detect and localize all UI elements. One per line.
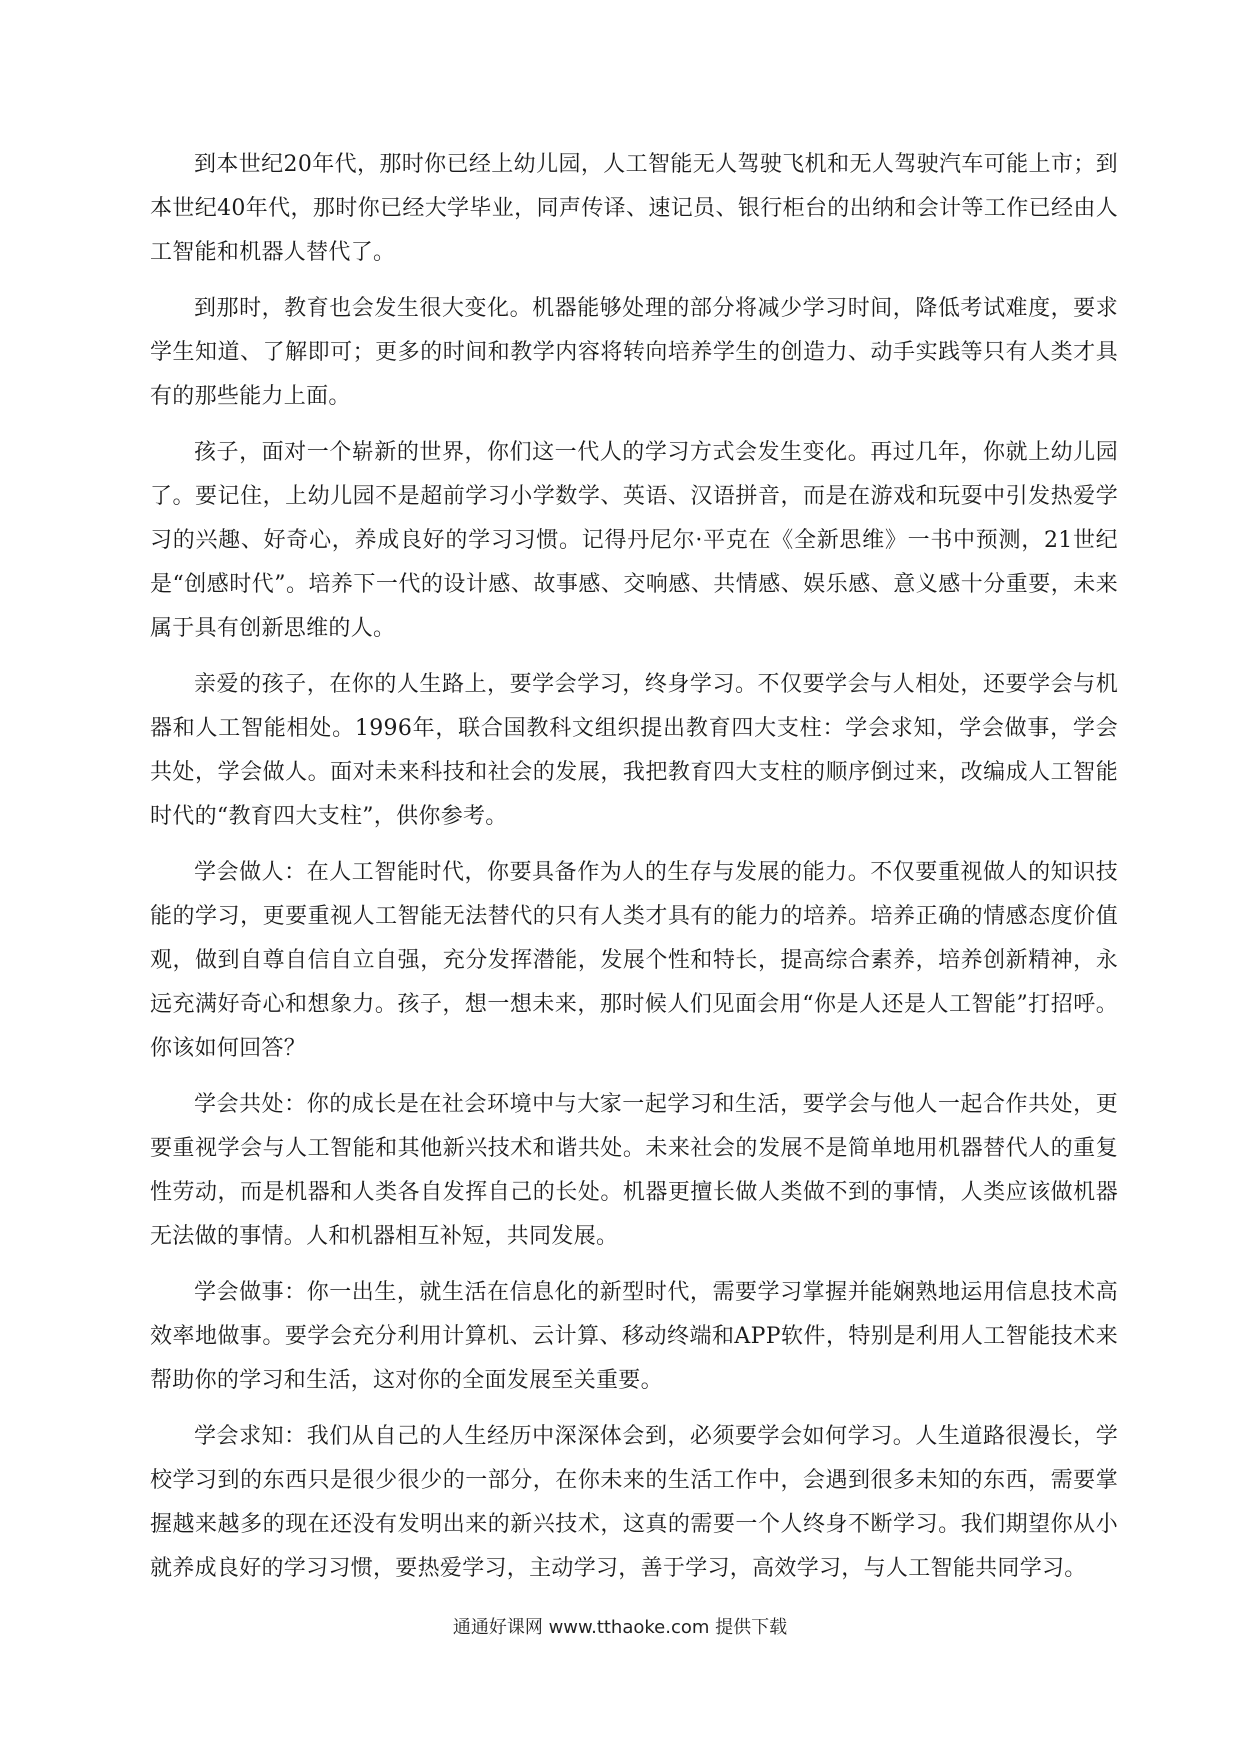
document-body [150,143,1118,1603]
paragraph-7: 学会做事：你一出生，就生活在信息化的新型时代，需要学习掌握并能娴熟地运用信息技术高效率地做事。要学会充分利用计算机、云计算、移动终端和APP软件，特别是利用人工智能技术来帮助你的学习和生活，这对你的全面发展至关重要。 [150,1280,1118,1393]
paragraph-4: 亲爱的孩子，在你的人生路上，要学会学习，终身学习。不仅要学会与人相处，还要学会与机器和人工智能相处。1996年，联合国教科文组织提出教育四大支柱：学会求知，学会做事，学会共处，学会做人。面对未来科技和社会的发展，我把教育四大支柱的顺序倒过来，改编成人工智能时代的“教育四大支柱”，供你参考。 [150,672,1118,829]
paragraph-5: 学会做人：在人工智能时代，你要具备作为人的生存与发展的能力。不仅要重视做人的知识技能的学习，更要重视人工智能无法替代的只有人类才具有的能力的培养。培养正确的情感态度价值观，做到自尊自信自立自强，充分发挥潜能，发展个性和特长，提高综合素养，培养创新精神，永远充满好奇心和想象力。孩子，想一想未来，那时候人们见面会用“你是人还是人工智能”打招呼。你该如何回答？ [150,860,1118,1061]
paragraph-3: 孩子，面对一个崭新的世界，你们这一代人的学习方式会发生变化。再过几年，你就上幼儿园了。要记住，上幼儿园不是超前学习小学数学、英语、汉语拼音，而是在游戏和玩耍中引发热爱学习的兴趣、好奇心，养成良好的学习习惯。记得丹尼尔·平克在《全新思维》一书中预测，21世纪是“创感时代”。培养下一代的设计感、故事感、交响感、共情感、娱乐感、意义感十分重要，未来属于具有创新思维的人。 [150,440,1118,641]
paragraph-1: 到本世纪20年代，那时你已经上幼儿园，人工智能无人驾驶飞机和无人驾驶汽车可能上市；到本世纪40年代，那时你已经大学毕业，同声传译、速记员、银行柜台的出纳和会计等工作已经由人工智能和机器人替代了。 [150,152,1118,265]
paragraph-2: 到那时，教育也会发生很大变化。机器能够处理的部分将减少学习时间，降低考试难度，要求学生知道、了解即可；更多的时间和教学内容将转向培养学生的创造力、动手实践等只有人类才具有的那些能力上面。 [150,296,1118,409]
paragraph-8: 学会求知：我们从自己的人生经历中深深体会到，必须要学会如何学习。人生道路很漫长，学校学习到的东西只是很少很少的一部分，在你未来的生活工作中，会遇到很多未知的东西，需要掌握越来越多的现在还没有发明出来的新兴技术，这真的需要一个人终身不断学习。我们期望你从小就养成良好的学习习惯，要热爱学习，主动学习，善于学习，高效学习，与人工智能共同学习。 [150,1424,1118,1581]
page-footer: 通通好课网 www.tthaoke.com 提供下载 [452,1617,788,1638]
paragraph-6: 学会共处：你的成长是在社会环境中与大家一起学习和生活，要学会与他人一起合作共处，更要重视学会与人工智能和其他新兴技术和谐共处。未来社会的发展不是简单地用机器替代人的重复性劳动，而是机器和人类各自发挥自己的长处。机器更擅长做人类做不到的事情，人类应该做机器无法做的事情。人和机器相互补短，共同发展。 [150,1092,1118,1249]
